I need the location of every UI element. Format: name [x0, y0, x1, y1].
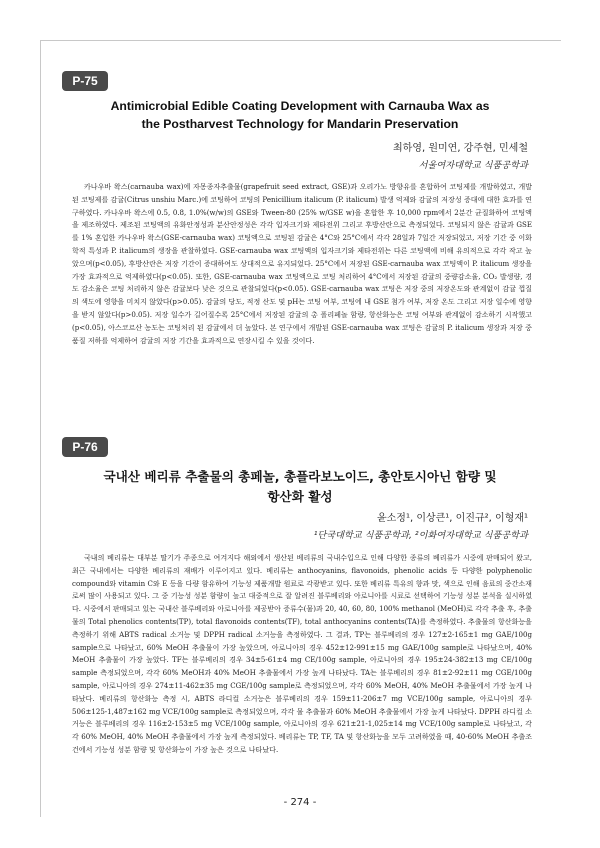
abstract-tag: P-76	[62, 437, 108, 457]
abstract-tag: P-75	[62, 71, 108, 91]
abstract-title-line: the Postharvest Technology for Mandarin Preservation	[141, 117, 459, 131]
page-number: - 274 -	[283, 797, 317, 808]
abstract-body: 카나우바 왁스(carnauba wax)에 자몽종자추출물(grapefruit seed extract, GSE)과 오리가노 방향유를 혼합하여 코팅제를 개발하였고, 개발된 코팅제를 감귤(Citrus unshiu Marc.)에 코팅하여 코팅의 Penicillium italicum (P. italicum) 발생 억제와 감귤의 저장성 증대에 대한 효과를 연구하였다. 카나우바 왁스에 0.5, 0.8, 1.0%(w/w)의 GSE와 Tween-80 (25% w/GSE w)을 혼합한 후 10,000 rpm에서 2분간 균질화하여 코팅액을 제조하였다. 제조된 코팅액의 유화안정성과 분산안정성은 각각 입자크기와 제타전위 그리고 후방산란으로 측정되었다. 코팅되지 않은 감귤과 GSE를 1% 혼입한 카나우바 왁스(GSE-carnauba wax) 코팅액으로 코팅된 감귤은 4°C와 25°C에서 각각 28일과 7일간 저장되었고, 저장 기간 중 이화학적 특성과 P. italicum의 생장을 관찰하였다. GSE-carnauba wax 코팅액의 입자크기와 제타전위는 다른 코팅액에 비해 유의적으로 각각 작고 높았으며(p<0.05), 후방산란은 저장 기간이 증대하여도 상대적으로 유지되었다. 25°C에서 저장된 GSE-carnauba wax 코팅액이 P. italicum 생장을 가장 효과적으로 억제하였다(p<0.05). 또한, GSE-carnauba wax 코팅액으로 코팅 처리하여 4°C에서 저장된 감귤의 중량감소율, CO₂ 발생량, 경도 감소율은 코팅 처리하지 않은 감귤보다 낮은 것으로 관찰되었다(p<0.05). GSE-carnauba wax 코팅은 저장 중의 저장온도와 관계없이 감귤 껍질의 색도에 영향을 미치지 않았다(p>0.05). 감귤의 당도, 적정 산도 및 pH는 코팅 여부, 코팅에 내 GSE 첨가 여부, 저장 온도 그리고 저장 일수에 영향을 받지 않았다(p>0.05). 저장 일수가 길어질수록 25°C에서 저장된 감귤의 총 폴리페놀 함량, 항산화능은 코팅 여부와 관계없이 감소하기 시작했고 (p<0.05), 아스코르산 농도는 코팅처리 된 감귤에서 더 높았다. 본 연구에서 개발된 GSE-carnauba wax 코팅은 감귤의 P. italicum 생장과 저장 중 품질 저하를 억제하여 감귤의 저장 기간을 효과적으로 연장시킬 수 있을 것이다.	[72, 182, 532, 345]
author-list: 최하영, 원미연, 강주현, 민세철	[393, 143, 528, 154]
abstract-title-line: 국내산 베리류 추출물의 총페놀, 총플라보노이드, 총안토시아닌 함량 및	[103, 469, 497, 484]
abstract-title-line: Antimicrobial Edible Coating Development with Carnauba Wax as	[110, 99, 490, 113]
abstract-title-line: 항산화 활성	[267, 489, 333, 504]
affiliation: ¹단국대학교 식품공학과, ²이화여자대학교 식품공학과	[313, 530, 528, 541]
abstract-body: 국내의 베리류는 대부분 딸기가 주종으로 여겨지다 해외에서 생산된 베리류의 국내수입으로 인해 다양한 종류의 베리류가 시중에 판매되어 왔고, 최근 국내에서는 다양한 베리류의 재배가 이루어지고 있다. 베리류는 anthocyanins, flavonoids, phenolic acids 등 다양한 polyphenolic compound와 vitamin C와 E 등을 다량 함유하여 기능성 제품개발 원료로 각광받고 있다. 또한 베리류 특유의 향과 맛, 색으로 인해 음료의 중간소재로써 많이 사용되고 있다. 그 중 기능성 성분 함량이 높고 대중적으로 잘 알려진 블루베리와 아로니아를 시료로 선택하여 기능성 성분 분석을 실시하였다. 시중에서 판매되고 있는 국내산 블루베리와 아로니아를 제공받아 증류수(물)과 20, 40, 60, 80, 100% methanol (MeOH)로 각각 추출 후, 추출물의 Total phenolics contents(TP), total flavonoids contents(TF), total anthocyanins contents(TA)를 측정하였다. 추출물의 항산화능을 측정하기 위해 ABTS radical 소거능 및 DPPH radical 소거능을 측정하였다. 그 결과, TP는 블루베리의 경우 127±2-165±1 mg GAE/100g sample으로 나타났고, 60% MeOH 추출물이 가장 높았으며, 아로니아의 경우 452±12-991±15 mg GAE/100g sample로 나타났으며, 40% MeOH 추출물이 가장 높았다. TF는 블루베리의 경우 34±5-61±4 mg CE/100g sample, 아로니아의 경우 195±24-382±13 mg CE/100g sample 측정되었으며, 각각 60% MeOH과 40% MeOH 추출물에서 가장 높게 나타났다. TA는 블루베리의 경우 81±2-92±11 mg CGE/100g sample, 아로니아의 경우 274±11-462±35 mg CGE/100g sample로 측정되었으며, 각각 60% MeOH, 40% MeOH 추출물에서 가장 높게 나타났다. 베리류의 항산화능 측정 시, ABTS 라디컬 소거능은 블루베리의 경우 159±11-206±7 mg VCE/100g sample, 아로니아의 경우 506±125-1,487±162 mg VCE/100g sample로 측정되었으며, 각각 물 추출물과 60% MeOH 추출물에서 가장 높게 나타났다. DPPH 라디컬 소거능은 블루베리의 경우 116±2-153±5 mg VCE/100g sample, 아로니아의 경우 621±21-1,025±14 mg VCE/100g sample로 나타났고, 각각 60% MeOH, 40% MeOH 추출물에서 가장 높게 측정되었다. 베리류는 TP, TF, TA 및 항산화능을 모두 고려하였을 때, 40-60% MeOH 추출조건에서 기능성 성분 함량 및 항산화능이 가장 높은 것으로 나타났다.	[72, 553, 532, 754]
author-list: 윤소정¹, 이상큰¹, 이진규², 이형재¹	[376, 513, 528, 524]
affiliation: 서울여자대학교 식품공학과	[418, 160, 528, 171]
